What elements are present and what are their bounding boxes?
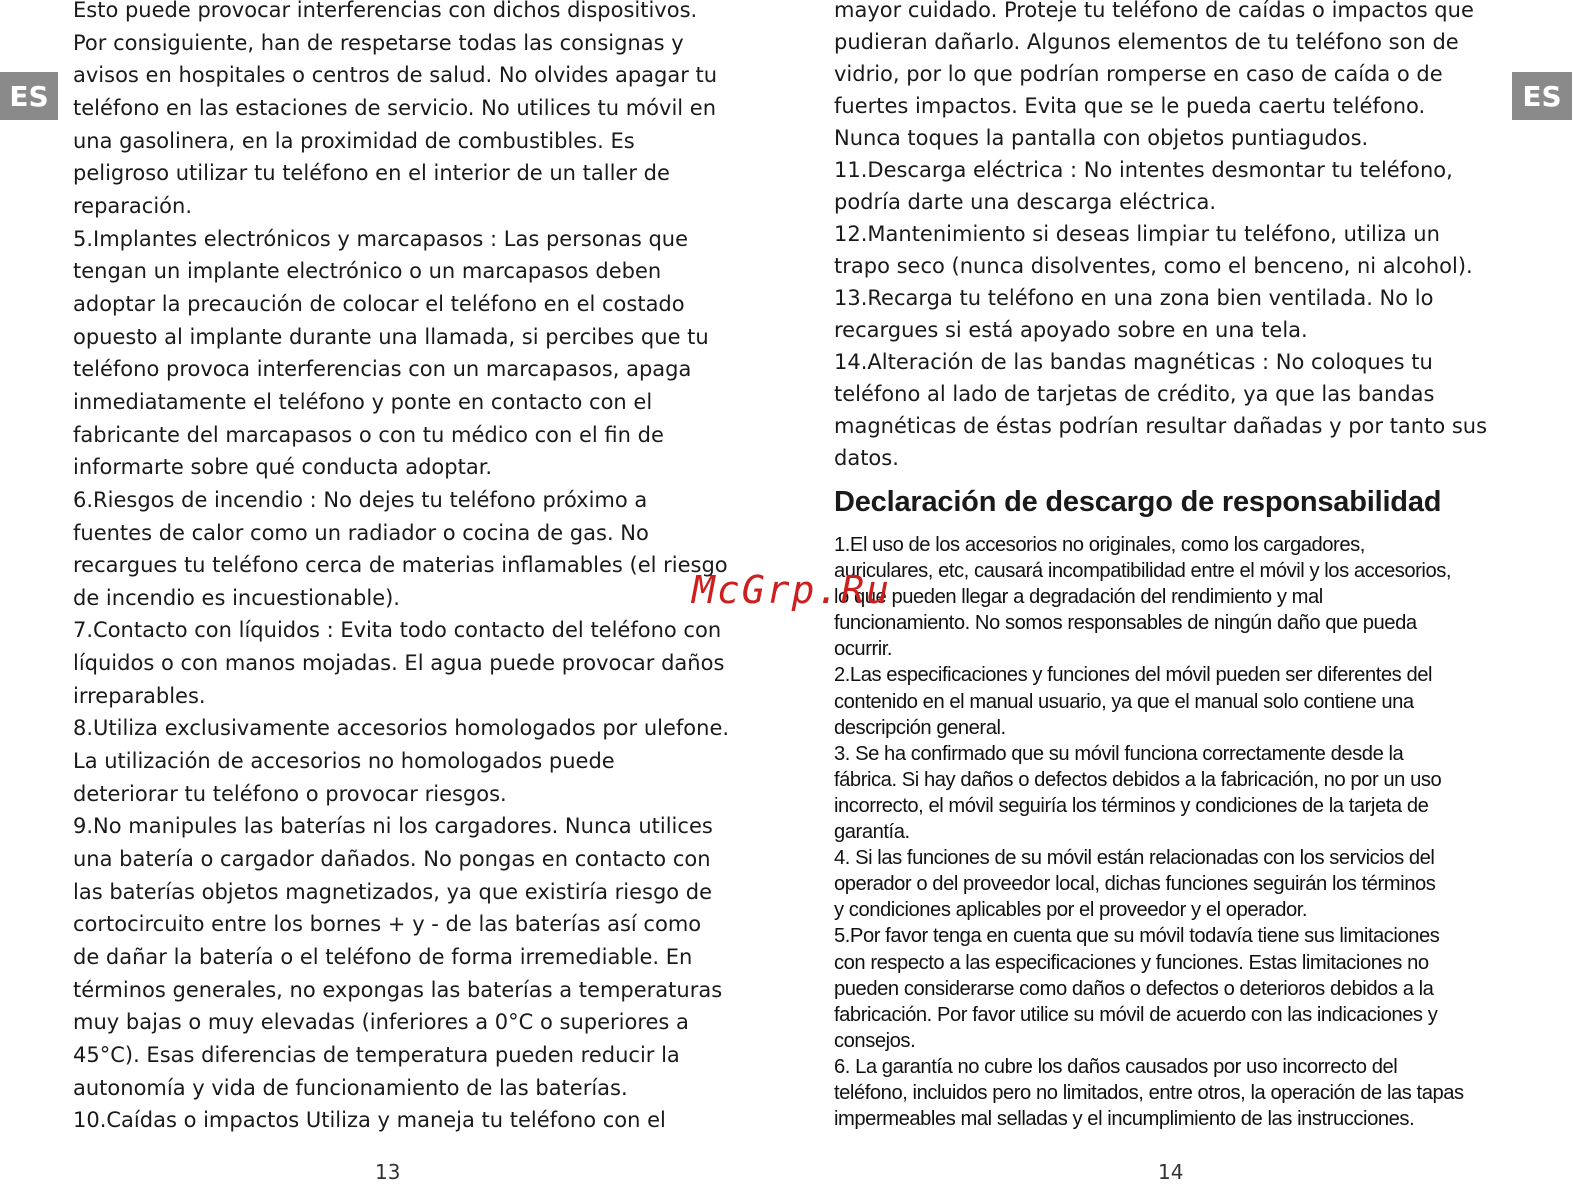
text-line: las baterías objetos magnetizados, ya que existiría riesgo de bbox=[73, 879, 713, 904]
text-line: incorrecto, el móvil seguiría los términos y condiciones de la tarjeta de bbox=[834, 794, 1429, 817]
right-page-body bbox=[834, 0, 1534, 474]
text-line: adoptar la precaución de colocar el teléfono en el costado bbox=[73, 291, 685, 316]
text-line: una batería o cargador dañados. No pongas en contacto con bbox=[73, 847, 711, 872]
text-line: 12.Mantenimiento si deseas limpiar tu teléfono, utiliza un bbox=[834, 222, 1440, 246]
text-line: mayor cuidado. Proteje tu teléfono de caídas o impactos que bbox=[834, 0, 1474, 22]
text-line: cortocircuito entre los bornes + y - de las baterías así como bbox=[73, 912, 702, 937]
text-line: Por consiguiente, han de respetarse todas las consignas y bbox=[73, 30, 684, 55]
text-line: operador o del proveedor local, dichas funciones seguirán los términos bbox=[834, 873, 1436, 896]
text-line: podría darte una descarga eléctrica. bbox=[834, 190, 1217, 214]
text-line: de incendio es incuestionable). bbox=[73, 585, 400, 610]
text-line: de dañar la batería o el teléfono de forma irremediable. En bbox=[73, 945, 693, 970]
text-line: peligroso utilizar tu teléfono en el interior de un taller de bbox=[73, 161, 670, 186]
disclaimer-heading: Declaración de descargo de responsabilidad bbox=[834, 486, 1442, 518]
text-line: 5.Por favor tenga en cuenta que su móvil todavía tiene sus limitaciones bbox=[834, 925, 1440, 948]
text-line: recargues si está apoyado sobre en una tela. bbox=[834, 318, 1308, 342]
text-line: Nunca toques la pantalla con objetos puntiagudos. bbox=[834, 126, 1369, 150]
text-line: Esto puede provocar interferencias con dichos dispositivos. bbox=[73, 0, 698, 22]
text-line: lo que pueden llegar a degradación del rendimiento y mal bbox=[834, 586, 1323, 609]
text-line: 4. Si las funciones de su móvil están relacionadas con los servicios del bbox=[834, 847, 1435, 870]
text-line: irreparables. bbox=[73, 683, 206, 708]
text-line: datos. bbox=[834, 446, 899, 470]
text-line: muy bajas o muy elevadas (inferiores a 0°C o superiores a bbox=[73, 1010, 689, 1035]
text-line: garantía. bbox=[834, 821, 910, 844]
text-line: 10.Caídas o impactos Utiliza y maneja tu teléfono con el bbox=[73, 1108, 666, 1133]
text-line: consejos. bbox=[834, 1029, 916, 1052]
page-number-right: 14 bbox=[1158, 1160, 1184, 1184]
left-page-body bbox=[73, 0, 763, 1137]
text-line: fabricación. Por favor utilice su móvil de acuerdo con las indicaciones y bbox=[834, 1003, 1438, 1026]
text-line: 8.Utiliza exclusivamente accesorios homologados por ulefone. bbox=[73, 716, 730, 741]
text-line: 14.Alteración de las bandas magnéticas : No coloques tu bbox=[834, 350, 1433, 374]
language-tab-right: ES bbox=[1512, 72, 1572, 120]
text-line: 6.Riesgos de incendio : No dejes tu teléfono próximo a bbox=[73, 487, 648, 512]
watermark: McGrp.Ru bbox=[692, 568, 892, 612]
text-line: 13.Recarga tu teléfono en una zona bien ventilada. No lo bbox=[834, 286, 1434, 310]
text-line: teléfono, incluidos pero no limitados, entre otros, la operación de las tapas bbox=[834, 1081, 1464, 1104]
text-line: avisos en hospitales o centros de salud. No olvides apagar tu bbox=[73, 63, 718, 88]
text-line: auriculares, etc, causará incompatibilidad entre el móvil y los accesorios, bbox=[834, 560, 1452, 583]
text-line: 2.Las especificaciones y funciones del móvil pueden ser diferentes del bbox=[834, 664, 1433, 687]
text-line: pudieran dañarlo. Algunos elementos de tu teléfono son de bbox=[834, 30, 1459, 54]
text-line: funcionamiento. No somos responsables de ningún daño que pueda bbox=[834, 612, 1417, 635]
text-line: teléfono al lado de tarjetas de crédito, ya que las bandas bbox=[834, 382, 1435, 406]
disclaimer-body bbox=[834, 532, 1534, 1132]
text-line: contenido en el manual usuario, ya que el manual solo contiene una bbox=[834, 690, 1414, 713]
text-line: 5.Implantes electrónicos y marcapasos : Las personas que bbox=[73, 226, 689, 251]
text-line: 3. Se ha confirmado que su móvil funciona correctamente desde la bbox=[834, 742, 1404, 765]
text-line: vidrio, por lo que podrían romperse en caso de caída o de bbox=[834, 62, 1443, 86]
text-line: y condiciones aplicables por el proveedor y el operador. bbox=[834, 899, 1308, 922]
text-line: líquidos o con manos mojadas. El agua puede provocar daños bbox=[73, 651, 725, 676]
text-line: fuertes impactos. Evita que se le pueda caertu teléfono. bbox=[834, 94, 1426, 118]
text-line: deteriorar tu teléfono o provocar riesgos. bbox=[73, 781, 507, 806]
text-line: reparación. bbox=[73, 193, 193, 218]
text-line: pueden considerarse como daños o defectos o deterioros debidos a la bbox=[834, 977, 1434, 1000]
text-line: ocurrir. bbox=[834, 638, 893, 661]
language-tab-left: ES bbox=[0, 72, 58, 120]
text-line: teléfono en las estaciones de servicio. No utilices tu móvil en bbox=[73, 95, 717, 120]
text-line: impermeables mal selladas y el incumplimiento de las instrucciones. bbox=[834, 1108, 1415, 1131]
text-line: 9.No manipules las baterías ni los cargadores. Nunca utilices bbox=[73, 814, 713, 839]
text-line: 11.Descarga eléctrica : No intentes desmontar tu teléfono, bbox=[834, 158, 1453, 182]
text-line: términos generales, no expongas las baterías a temperaturas bbox=[73, 977, 723, 1002]
text-line: 6. La garantía no cubre los daños causados por uso incorrecto del bbox=[834, 1055, 1398, 1078]
text-line: magnéticas de éstas podrían resultar dañadas y por tanto sus bbox=[834, 414, 1488, 438]
text-line: una gasolinera, en la proximidad de combustibles. Es bbox=[73, 128, 635, 153]
text-line: inmediatamente el teléfono y ponte en contacto con el bbox=[73, 389, 653, 414]
text-line: con respecto a las especificaciones y funciones. Estas limitaciones no bbox=[834, 951, 1429, 974]
page-number-left: 13 bbox=[375, 1160, 401, 1184]
text-line: descripción general. bbox=[834, 716, 1006, 739]
text-line: teléfono provoca interferencias con un marcapasos, apaga bbox=[73, 357, 692, 382]
text-line: fabricante del marcapasos o con tu médico con el fin de bbox=[73, 422, 664, 447]
text-line: opuesto al implante durante una llamada, si percibes que tu bbox=[73, 324, 709, 349]
text-line: fábrica. Si hay daños o defectos debidos a la fabricación, no por un uso bbox=[834, 768, 1442, 791]
text-line: recargues tu teléfono cerca de materias inflamables (el riesgo bbox=[73, 553, 728, 578]
text-line: La utilización de accesorios no homologados puede bbox=[73, 749, 615, 774]
text-line: fuentes de calor como un radiador o cocina de gas. No bbox=[73, 520, 649, 545]
text-line: tengan un implante electrónico o un marcapasos deben bbox=[73, 259, 662, 284]
text-line: informarte sobre qué conducta adoptar. bbox=[73, 455, 493, 480]
text-line: trapo seco (nunca disolventes, como el benceno, ni alcohol). bbox=[834, 254, 1473, 278]
text-line: 1.El uso de los accesorios no originales, como los cargadores, bbox=[834, 534, 1365, 556]
text-line: 45°C). Esas diferencias de temperatura pueden reducir la bbox=[73, 1043, 680, 1067]
text-line: 7.Contacto con líquidos : Evita todo contacto del teléfono con bbox=[73, 618, 722, 643]
text-line: autonomía y vida de funcionamiento de las baterías. bbox=[73, 1075, 628, 1100]
